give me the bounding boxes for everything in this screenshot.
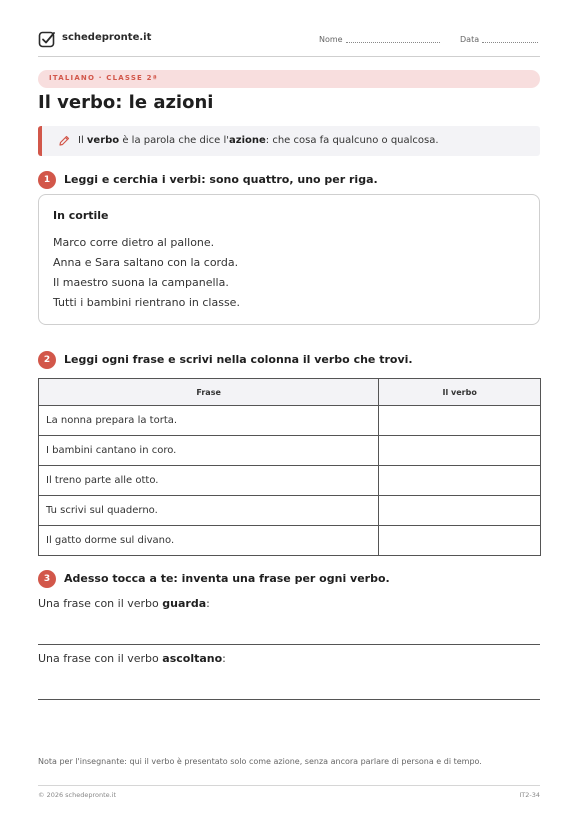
- table-row: [39, 466, 541, 496]
- story-title: In cortile: [53, 209, 109, 222]
- callout-bold-verbo: verbo: [86, 135, 120, 146]
- verb-table: [38, 378, 541, 556]
- answer-cell[interactable]: [379, 436, 541, 466]
- sentence-cell: La nonna prepara la torta.: [39, 406, 379, 436]
- name-line: [346, 42, 440, 43]
- date-field: [460, 35, 538, 44]
- callout-bold-azione: azione: [229, 135, 266, 146]
- prompt-verb: ascoltano: [162, 652, 223, 665]
- copyright: © 2026 schedepronte.it: [38, 791, 117, 799]
- table-row: [39, 406, 541, 436]
- answer-cell[interactable]: [379, 526, 541, 556]
- exercise-number: 2: [38, 351, 56, 369]
- exercise-instruction: Leggi ogni frase e scrivi nella colonna il verbo che trovi.: [64, 353, 413, 366]
- table-row: [39, 436, 541, 466]
- callout-text-2: è la parola che dice l': [119, 135, 229, 146]
- teacher-note: Nota per l'insegnante: qui il verbo è presentato solo come azione, senza ancora parlare di persona e di tempo.: [38, 757, 482, 766]
- story-line[interactable]: Marco corre dietro al pallone.: [53, 236, 215, 249]
- date-label: Data: [460, 35, 480, 44]
- write-prompt-guarda: [38, 597, 210, 610]
- sheet-code: IT2-34: [519, 791, 540, 799]
- page-footer: [38, 785, 540, 799]
- brand-name: schedepronte.it: [62, 32, 152, 43]
- column-header-frase: Frase: [39, 379, 379, 406]
- sentence-cell: Tu scrivi sul quaderno.: [39, 496, 379, 526]
- write-prompt-ascoltano: [38, 652, 226, 665]
- sentence-cell: I bambini cantano in coro.: [39, 436, 379, 466]
- callout-text-3: : che cosa fa qualcuno o qualcosa.: [265, 135, 439, 146]
- name-field: [319, 35, 440, 44]
- sentence-cell: Il treno parte alle otto.: [39, 466, 379, 496]
- subject-tag-label: ITALIANO · CLASSE 2ª: [49, 74, 158, 82]
- story-box: [38, 194, 540, 325]
- subject-tag: [38, 70, 540, 88]
- pencil-icon: [58, 135, 70, 147]
- answer-cell[interactable]: [379, 406, 541, 436]
- exercise-number: 3: [38, 570, 56, 588]
- answer-cell[interactable]: [379, 466, 541, 496]
- date-line: [482, 42, 538, 43]
- definition-callout: [38, 126, 540, 156]
- checkbox-icon: [38, 30, 56, 48]
- table-row: [39, 526, 541, 556]
- exercise-instruction: Leggi e cerchia i verbi: sono quattro, uno per riga.: [64, 173, 378, 186]
- exercise-instruction: Adesso tocca a te: inventa una frase per ogni verbo.: [64, 572, 390, 585]
- prompt-text: Una frase con il verbo: [38, 597, 163, 610]
- name-label: Nome: [319, 35, 343, 44]
- prompt-verb: guarda: [162, 597, 207, 610]
- exercise-number: 1: [38, 171, 56, 189]
- prompt-colon: :: [206, 597, 210, 610]
- table-row: [39, 496, 541, 526]
- answer-line[interactable]: [38, 699, 540, 700]
- definition-text: [78, 135, 439, 146]
- column-header-verbo: Il verbo: [379, 379, 541, 406]
- prompt-text: Una frase con il verbo: [38, 652, 163, 665]
- answer-line[interactable]: [38, 644, 540, 645]
- prompt-colon: :: [222, 652, 226, 665]
- story-line[interactable]: Tutti i bambini rientrano in classe.: [53, 296, 240, 309]
- callout-text-1: Il: [78, 135, 87, 146]
- page-header: [38, 30, 540, 57]
- story-line[interactable]: Il maestro suona la campanella.: [53, 276, 229, 289]
- sentence-cell: Il gatto dorme sul divano.: [39, 526, 379, 556]
- page-title: Il verbo: le azioni: [38, 92, 214, 113]
- table-header-row: [39, 379, 541, 406]
- story-line[interactable]: Anna e Sara saltano con la corda.: [53, 256, 239, 269]
- answer-cell[interactable]: [379, 496, 541, 526]
